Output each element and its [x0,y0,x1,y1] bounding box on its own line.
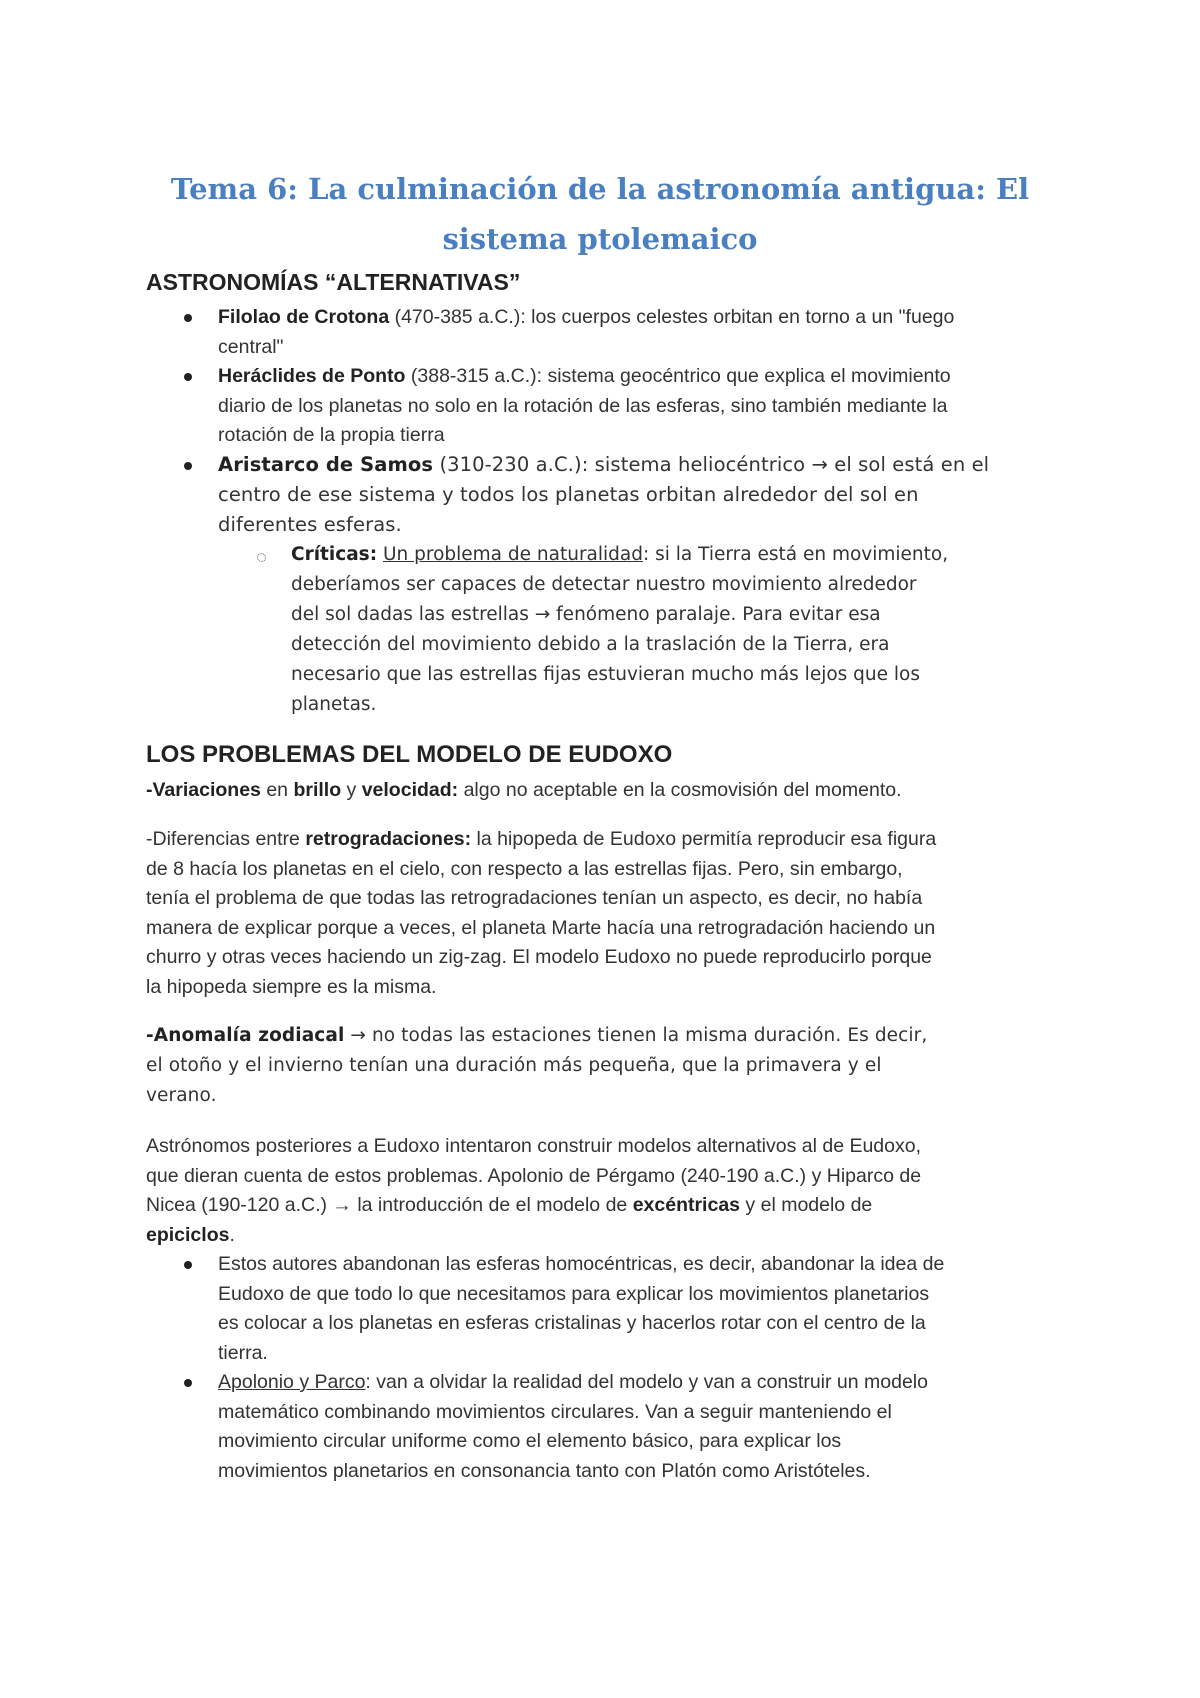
list-item-text: es colocar a los planetas en esferas cristalinas y hacerlos rotar con el centro de la [218,1312,926,1334]
sub-list-text: detección del movimiento debido a la traslación de la Tierra, era [291,634,890,655]
underlined-term: Apolonio y Parco [218,1371,366,1393]
paragraph-text: de 8 hacía los planetas en el cielo, con respecto a las estrellas fijas. Pero, sin embargo, [146,857,903,880]
paragraph-variaciones [146,776,1066,806]
list-item-text: (388-315 a.C.): sistema geocéntrico que explica el movimiento [405,365,951,387]
list-item-text: movimientos planetarios en consonancia tanto con Platón como Aristóteles. [218,1459,871,1482]
list-item-text: rotación de la propia tierra [218,424,445,446]
bold-term: excéntricas [632,1194,741,1216]
bold-term: brillo [293,779,342,801]
bullet-icon [184,1379,192,1387]
bullet-icon [184,314,192,322]
sub-list-text: planetas. [291,694,377,715]
bullet-icon [184,462,192,470]
paragraph-text: y el modelo de [740,1194,873,1216]
bold-term: -Variaciones [146,779,261,801]
list-item-text: matemático combinando movimientos circulares. Van a seguir manteniendo el [218,1400,892,1423]
title-line-1: Tema 6: La culminación de la astronomía antigua: El [170,172,1030,206]
paragraph-text: -Diferencias entre [146,828,306,850]
paragraph-astronomos [146,1131,1066,1250]
list-item-heraclides [218,362,1068,451]
sub-list-text: deberíamos ser capaces de detectar nuestro movimiento alrededor [291,574,917,595]
list-item-text: centro de ese sistema y todos los planetas orbitan alrededor del sol en [218,483,919,506]
list-item-text: movimiento circular uniforme como el elemento básico, para explicar los [218,1430,842,1452]
list-item-text: : van a olvidar la realidad del modelo y van a construir un modelo [365,1371,928,1393]
list-item-text: (470-385 a.C.): los cuerpos celestes orbitan en torno a un "fuego [389,306,955,328]
paragraph-text: . [229,1223,235,1246]
bold-term: retrogradaciones: [305,828,472,850]
list-item-text: diferentes esferas. [218,513,402,536]
paragraph-text: manera de explicar porque a veces, el planeta Marte hacía una retrogradación haciendo un [146,916,936,939]
list-item-aristarco [218,450,1068,540]
sub-bullet-icon [257,553,266,562]
paragraph-text: la hipopeda de Eudoxo permitía reproducir esa figura [471,828,937,850]
title-line-2: sistema ptolemaico [442,222,758,256]
sub-list-text: necesario que las estrellas fijas estuvieran mucho más lejos que los [291,664,921,685]
paragraph-retrogradaciones [146,825,1066,1002]
paragraph-text: algo no aceptable en la cosmovisión del momento. [458,779,902,801]
list-item-apolonio [218,1368,1068,1486]
person-name: Aristarco de Samos [218,453,434,476]
list-item-text: Eudoxo de que todo lo que necesitamos para explicar los movimientos planetarios [218,1282,930,1305]
paragraph-anomalia [146,1021,1066,1111]
paragraph-text: Astrónomos posteriores a Eudoxo intentaron construir modelos alternativos al de Eudoxo, [146,1135,922,1157]
criticas-label: Críticas: [291,544,378,565]
paragraph-text: Nicea (190-120 a.C.) → la introducción de el modelo de [146,1194,633,1216]
section-heading-eudoxo: LOS PROBLEMAS DEL MODELO DE EUDOXO [146,741,673,768]
sub-list-item-criticas [291,540,1066,720]
bold-term: epiciclos [146,1223,230,1246]
bullet-icon [184,373,192,381]
criticas-underlined: Un problema de naturalidad [382,544,643,565]
bullet-icon [184,1261,192,1269]
sub-list-text: : si la Tierra está en movimiento, [643,544,949,565]
list-item-text: Estos autores abandonan las esferas homocéntricas, es decir, abandonar la idea de [218,1253,945,1275]
paragraph-text: churro y otras veces haciendo un zig-zag. El modelo Eudoxo no puede reproducirlo porque [146,946,932,968]
list-item-text: central" [218,335,284,358]
list-item-filolao [218,303,1068,362]
page-title [140,164,1060,264]
paragraph-text: y [341,779,362,801]
paragraph-text: verano. [146,1085,217,1106]
list-item-autores [218,1250,1068,1368]
paragraph-text: que dieran cuenta de estos problemas. Apolonio de Pérgamo (240-190 a.C.) y Hiparco de [146,1164,922,1187]
bold-term: -Anomalía zodiacal [146,1025,345,1046]
paragraph-text: la hipopeda siempre es la misma. [146,975,437,998]
paragraph-text: → no todas las estaciones tienen la misma duración. Es decir, [344,1025,928,1046]
paragraph-text: tenía el problema de que todas las retrogradaciones tenían un aspecto, es decir, no había [146,887,923,909]
section-heading-alternativas: ASTRONOMÍAS “ALTERNATIVAS” [146,269,521,295]
person-name: Filolao de Crotona [218,306,390,328]
paragraph-text: el otoño y el invierno tenían una duración más pequeña, que la primavera y el [146,1055,882,1076]
list-item-text: (310-230 a.C.): sistema heliocéntrico → el sol está en el [433,453,990,476]
sub-list-text: del sol dadas las estrellas → fenómeno paralaje. Para evitar esa [291,604,881,625]
list-item-text: tierra. [218,1341,268,1364]
person-name: Heráclides de Ponto [218,365,406,387]
bold-term: velocidad: [361,779,459,801]
paragraph-text: en [260,779,294,801]
list-item-text: diario de los planetas no solo en la rotación de las esferas, sino también mediante la [218,394,948,417]
